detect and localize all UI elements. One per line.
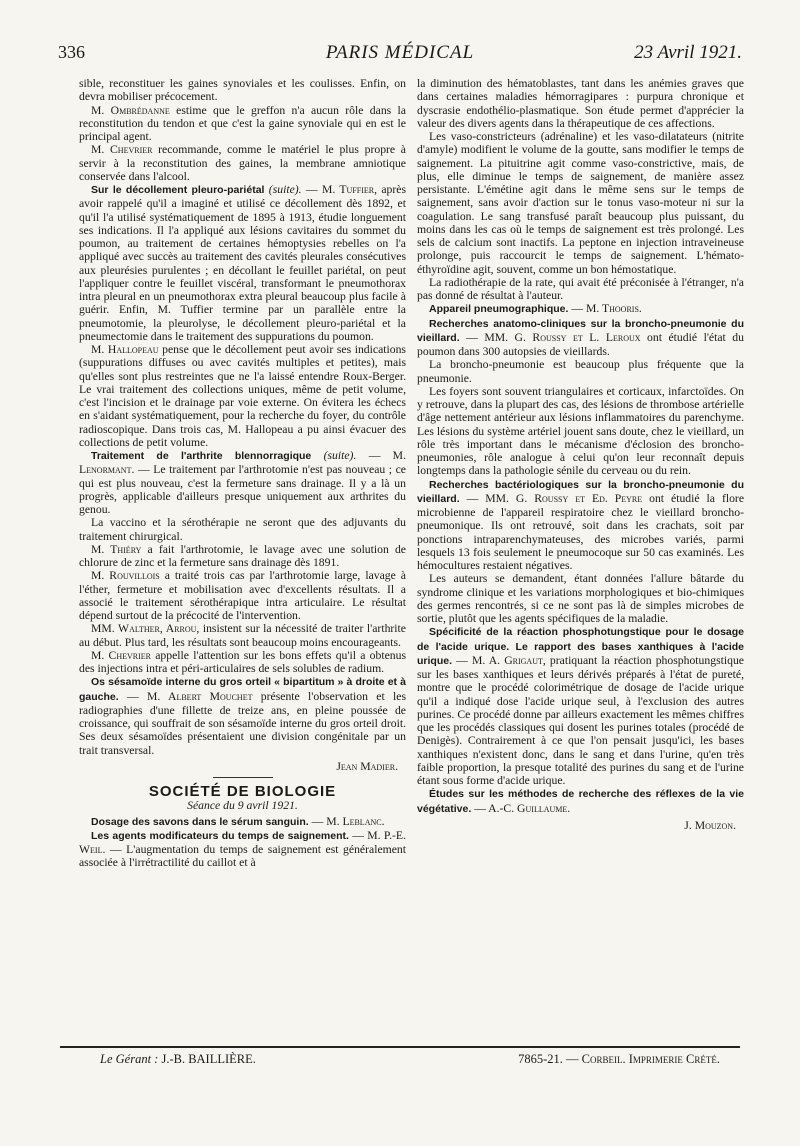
issue-date: 23 Avril 1921.	[634, 42, 742, 63]
paragraph	[79, 543, 406, 570]
topic-heading: Dosage des savons dans le sérum sanguin.	[91, 815, 309, 828]
paragraph-text: insistent sur la nécessité de traiter l'arthrite au début. Plus tard, les résultats sont beaucoup moins encourageants.	[79, 622, 406, 649]
paragraph	[79, 622, 406, 649]
topic-heading: Appareil pneumographique.	[429, 303, 569, 316]
journal-title: PARIS MÉDICAL	[325, 42, 475, 63]
paragraph: Les vaso-constricteurs (adrénaline) et les vaso-dilatateurs (nitrite d'amyle) modifient le volume de la goutte, sans modifier le temps de saignement. La pituitrine agit comme vaso-constrictive, mais, de plus, elle diminue le temps de saignement, de manière assez persistante. L'émétine agit dans le même sens sur le temps de saignement, sans avoir d'action sur le tonus vaso-moteur ni sur la coagulation. Le sang transfusé paraît beaucoup plus puissant, du moins dans les cas où le temps de saignement est très prolongé. Les sels de calcium sont inactifs. La peptone en injection intraveineuse prolonge, puis raccourcit le temps de saignement. L'hémato-éthyroïdine agit, souvent, comme un bon hémostatique.	[417, 130, 744, 276]
paragraph-text: a traité trois cas par l'arthrotomie large, lavage à l'éther, fermeture et mobilisation avec d'excellents résultats. Il a associé le traitement sérothérapique intra articulaire. Le résultat dépend surtout de la précocité de l'intervention.	[79, 569, 406, 622]
signature: Jean Madier.	[336, 759, 398, 773]
topic-heading: Recherches bactériologiques sur la broncho-pneumonie du vieillard.	[417, 478, 744, 505]
paragraph-text: recommande, comme le matériel le plus propre à servir à la reconstitution des gaines, la membrane amniotique conservée dans l'alcool.	[79, 143, 406, 183]
author-name: — M. A. Grigaut,	[456, 653, 546, 667]
paragraph: La radiothérapie de la rate, qui avait été préconisée à l'étranger, n'a pas donné de résultat à l'auteur.	[417, 275, 744, 302]
paragraph	[79, 449, 406, 516]
printer-credit: 7865-21. — Corbeil. Imprimerie Crété.	[518, 1052, 720, 1066]
author-name: — M. P.-E. Weil.	[79, 828, 406, 856]
right-column	[417, 77, 744, 832]
signature: J. Mouzon.	[684, 818, 736, 832]
author-name: M. Chevrier	[91, 143, 153, 157]
paragraph	[417, 478, 744, 573]
paragraph-text: — Le traitement par l'arthrotomie n'est pas nouveau ; ce qui est plus nouveau, c'est la fermeture sans drainage. Il y a là un progrès, applicable d'ailleurs presque uniquement aux arthrites du genou.	[79, 463, 406, 516]
session-date: Séance du 9 avril 1921.	[187, 799, 298, 813]
paragraph	[417, 302, 744, 316]
paragraph: La vaccino et la sérothérapie ne seront que des adjuvants du traitement chirurgical.	[79, 516, 406, 543]
author-name: — A.-C. Guillaume.	[474, 801, 571, 815]
paragraph-text: a fait l'arthrotomie, le lavage avec une solution de chlorure de zinc et la fermeture sans drainage dès 1891.	[79, 542, 406, 569]
suite-note: (suite).	[323, 449, 357, 462]
suite-note: (suite).	[268, 183, 302, 196]
section-title: SOCIÉTÉ DE BIOLOGIE	[148, 783, 337, 800]
publisher-credit	[100, 1052, 256, 1067]
author-name: — M. Lenormant.	[79, 449, 406, 477]
topic-heading: Sur le décollement pleuro-pariétal	[91, 184, 265, 196]
author-name: M. Ombrédanne	[91, 103, 170, 117]
author-name: M. Thiéry	[91, 542, 142, 556]
paragraph	[79, 143, 406, 183]
author-name: — MM. G. Roussy et L. Leroux	[466, 330, 641, 344]
paragraph-text: présente l'observation et les radiographies d'une fillette de treize ans, en pleine poussée de croissance, qui souffrait de son sésamoïde interne du gros orteil droit. Ses deux sésamoïdes présentaient une division congénitale par un trait transversal.	[79, 689, 406, 757]
paragraph	[79, 183, 406, 343]
topic-heading: Les agents modificateurs du temps de saignement.	[91, 829, 349, 842]
author-name: M. Rouvillois	[91, 569, 160, 583]
author-name: — M. Thooris.	[571, 302, 642, 316]
paragraph-text: estime que le greffon n'a aucun rôle dans la reconstitution du tendon et que c'est la gaine synoviale qui en est le principal agent.	[79, 103, 406, 143]
author-name: — M. Leblanc.	[311, 814, 385, 828]
paragraph	[417, 317, 744, 359]
left-column	[79, 77, 406, 870]
paragraph: sible, reconstituer les gaines synoviales et les coulisses. Enfin, on devra mobiliser précocement.	[79, 77, 406, 104]
paragraph: Les foyers sont souvent triangulaires et corticaux, infarctoïdes. On y retrouve, dans la plupart des cas, des lésions de thrombose artérielle d'âge nettement antérieur aux lésions inflammatoires du parenchyme. Les lésions du système artériel jouent sans doute, chez le vieillard, un rôle très important dans le mécanisme d'éclosion des broncho-pneumonies, rôle analogue à celui qu'on leur reconnaît depuis longtemps dans la pathologie sénile du cerveau ou du rein.	[417, 384, 744, 478]
author-name: — M. Albert Mouchet	[127, 689, 253, 703]
paragraph-text: ont étudié la flore microbienne de l'appareil respiratoire chez le vieillard broncho-pneumonique. Ils ont retrouvé, soit dans les crachats, soit par ponctions intraparenchymateuses, des microbes variés, parmi lesquels 13 fois seulement le pneumocoque sur 50 cas examinés. Les hémocultures restaient négatives.	[417, 491, 745, 572]
paragraph-text: appelle l'attention sur les bons effets qu'il a obtenus des injections intra et péri-articulaires de sels solubles de radium.	[79, 648, 406, 675]
author-name: M. Chevrier	[91, 648, 152, 662]
topic-heading: Os sésamoïde interne du gros orteil « bipartitum » à droite et à gauche.	[79, 676, 406, 703]
topic-heading: Spécificité de la réaction phosphotungstique pour le dosage de l'acide urique. Le rapport des bases xanthiques à l'acide urique.	[417, 626, 744, 667]
gerant-name: J.-B. BAILLIÈRE.	[161, 1052, 256, 1066]
page-number: 336	[58, 42, 85, 62]
author-name: — MM. G. Roussy et Ed. Peyre	[466, 491, 643, 505]
paragraph	[79, 104, 406, 144]
paragraph	[79, 343, 406, 449]
divider	[213, 777, 273, 778]
paragraph	[79, 649, 406, 676]
paragraph-text: — L'augmentation du temps de saignement est généralement associée à l'irrétractilité du caillot et à	[79, 843, 406, 870]
paragraph	[79, 815, 406, 829]
paragraph	[79, 829, 406, 870]
topic-heading: Recherches anatomo-cliniques sur la broncho-pneumonie du vieillard.	[417, 317, 744, 344]
paragraph	[417, 787, 744, 816]
topic-heading: Traitement de l'arthrite blennorragique	[91, 450, 312, 462]
paragraph	[79, 675, 406, 757]
gerant-label: Le Gérant :	[100, 1052, 159, 1066]
paragraph	[417, 625, 744, 787]
author-name: — M. Tuffier,	[305, 183, 378, 196]
paragraph: Les auteurs se demandent, étant données l'allure bâtarde du syndrome clinique et les variations morphologiques et bio-chimiques des germes rencontrés, si ce ne sont pas là de simples microbes de sortie, plutôt que les agents spécifiques de la maladie.	[417, 572, 744, 625]
paragraph-text: pratiquant la réaction phosphotungstique sur les bases xanthiques et leurs dérivés préparés à l'état de pureté, montre que le procédé colorimétrique de dosage de l'acide urique qu'il a indiqué dose l'acide urique seul, à l'exclusion des autres purines. Ce procédé donne par ailleurs exactement les mêmes chiffres que les procédés classiques qui dosent les purines totales (procédé de Denigès). Contrairement à ce que l'on pensait jusqu'ici, les bases xanthiques n'existent donc, dans le sang et dans l'urine, qu'en très faible proportion, la presque totalité des purines du sang et de l'urine étant sous forme d'acide urique.	[417, 653, 744, 787]
paragraph: la diminution des hématoblastes, tant dans les anémies graves que dans certaines maladies hémorragipares : purpura chronique et dyscrasie endothélio-plasmatique. Son étude permet d'apprécier la valeur des divers agents dans la thérapeutique de ces affections.	[417, 77, 744, 130]
paragraph-text: ont étudié l'état du poumon dans 300 autopsies de vieillards.	[417, 330, 744, 358]
author-name: MM. Walther, Arrou,	[91, 622, 200, 636]
author-name: M. Hallopeau	[91, 343, 159, 356]
topic-heading: Études sur les méthodes de recherche des réflexes de la vie végétative.	[417, 788, 744, 815]
paragraph-text: pense que le décollement peut avoir ses indications (suppurations diffuses ou avec cavités multiples et petites), mais qu'elles sont plus restreintes que ne l'a laissé entendre Roux-Berger. Le vrai traitement des collections uniques, même de petit volume, c'est l'incision et le drainage par voie externe. On évitera les échecs en s'aidant systématiquement, pour la recherche du foyer, du contrôle radioscopique. Dans trois cas, M. Hallopeau a pu ainsi évacuer des collections de petit volume.	[79, 343, 406, 449]
page-header	[58, 42, 742, 72]
paragraph	[79, 569, 406, 622]
paragraph: La broncho-pneumonie est beaucoup plus fréquente que la pneumonie.	[417, 358, 744, 385]
footer-divider	[60, 1046, 740, 1048]
paragraph-text: après avoir rappelé qu'il a imaginé et utilisé ce décollement dès 1892, et qu'il l'a utilisé systématiquement de 1895 à 1913, étudie longuement ses indications. Il l'a appliqué aux lésions cavitaires du sommet du poumon, au traitement de certaines hémoptysies rebelles on l'a appliqué avec succès au traitement des cavités pleurales consécutives aux pleurésies purulentes ; en décollant le feuillet pariétal, on peut l'appliquer contre le feuillet viscéral, transformant le pneumothorax intra pleural en un pneumothorax extra pleural beaucoup plus facile à guérir. Enfin, M. Tuffier termine par un parallèle entre la pneumotomie, la pleurolyse, le décollement pleuro-pariétal et la pneumectomie dans le traitement des suppurations du poumon.	[79, 183, 407, 343]
